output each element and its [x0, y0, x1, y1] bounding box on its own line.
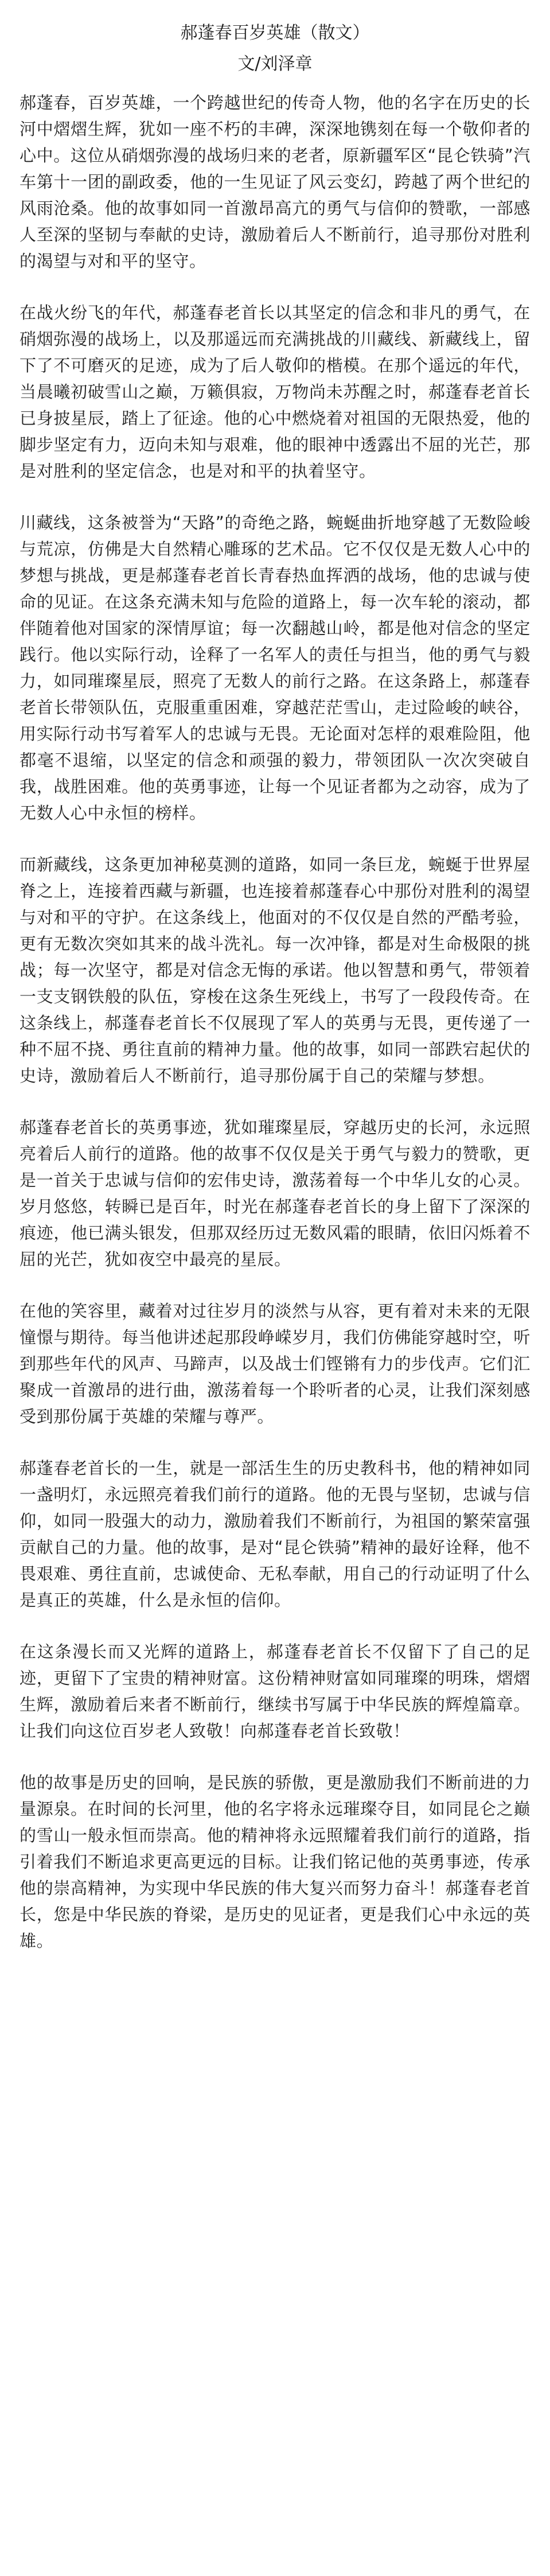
- paragraph-1: 郝蓬春，百岁英雄，一个跨越世纪的传奇人物，他的名字在历史的长河中熠熠生辉，犹如一座不朽的丰碑，深深地镌刻在每一个敬仰者的心中。这位从硝烟弥漫的战场归来的老者，原新疆军区“昆仑铁骑”汽车第十一团的副政委，他的一生见证了风云变幻，跨越了两个世纪的风雨沧桑。他的故事如同一首激昂高亢的勇气与信仰的赞歌，一部感人至深的坚韧与奉献的史诗，激励着后人不断前行，追寻那份对胜利的渴望与对和平的坚守。: [19, 93, 531, 271]
- paragraph-2: 在战火纷飞的年代，郝蓬春老首长以其坚定的信念和非凡的勇气，在硝烟弥漫的战场上，以及那遥远而充满挑战的川藏线、新藏线上，留下了不可磨灭的足迹，成为了后人敬仰的楷模。在那个遥远的年代，当晨曦初破雪山之巅，万籁俱寂，万物尚未苏醒之时，郝蓬春老首长已身披星辰，踏上了征途。他的心中燃烧着对祖国的无限热爱，他的脚步坚定有力，迈向未知与艰难，他的眼神中透露出不屈的光芒，那是对胜利的坚定信念，也是对和平的执着坚守。: [19, 303, 531, 481]
- article-body: [19, 90, 531, 1954]
- article-title: 郝蓬春百岁英雄（散文）: [180, 23, 370, 43]
- paragraph-7: 郝蓬春老首长的一生，就是一部活生生的历史教科书，他的精神如同一盏明灯，永远照亮着我们前行的道路。他的无畏与坚韧，忠诚与信仰，如同一股强大的动力，激励着我们不断前行，为祖国的繁荣富强贡献自己的力量。他的故事，是对“昆仑铁骑”精神的最好诠释，他不畏艰难、勇往直前，忠诚使命、无私奉献，用自己的行动证明了什么是真正的英雄，什么是永恒的信仰。: [19, 1458, 531, 1610]
- paragraph-8: 在这条漫长而又光辉的道路上，郝蓬春老首长不仅留下了自己的足迹，更留下了宝贵的精神财富。这份精神财富如同璀璨的明珠，熠熠生辉，激励着后来者不断前行，继续书写属于中华民族的辉煌篇章。让我们向这位百岁老人致敬！向郝蓬春老首长致敬！: [19, 1642, 531, 1741]
- paragraph-6: 在他的笑容里，藏着对过往岁月的淡然与从容，更有着对未来的无限憧憬与期待。每当他讲述起那段峥嵘岁月，我们仿佛能穿越时空，听到那些年代的风声、马蹄声，以及战士们铿锵有力的步伐声。它们汇聚成一首激昂的进行曲，激荡着每一个聆听者的心灵，让我们深刻感受到那份属于英雄的荣耀与尊严。: [19, 1301, 531, 1426]
- paragraph-9: 他的故事是历史的回响，是民族的骄傲，更是激励我们不断前进的力量源泉。在时间的长河里，他的名字将永远璀璨夺目，如同昆仑之巅的雪山一般永恒而崇高。他的精神将永远照耀着我们前行的道路，指引着我们不断追求更高更远的目标。让我们铭记他的英勇事迹，传承他的崇高精神，为实现中华民族的伟大复兴而努力奋斗！郝蓬春老首长，您是中华民族的脊梁，是历史的见证者，更是我们心中永远的英雄。: [19, 1773, 531, 1951]
- paragraph-3: 川藏线，这条被誉为“天路”的奇绝之路，蜿蜒曲折地穿越了无数险峻与荒凉，仿佛是大自然精心雕琢的艺术品。它不仅仅是无数人心中的梦想与挑战，更是郝蓬春老首长青春热血挥洒的战场，他的忠诚与使命的见证。在这条充满未知与危险的道路上，每一次车轮的滚动，都伴随着他对国家的深情厚谊；每一次翻越山岭，都是他对信念的坚定践行。他以实际行动，诠释了一名军人的责任与担当，他的勇气与毅力，如同璀璨星辰，照亮了无数人的前行之路。在这条路上，郝蓬春老首长带领队伍，克服重重困难，穿越茫茫雪山，走过险峻的峡谷，用实际行动书写着军人的忠诚与无畏。无论面对怎样的艰难险阻，他都毫不退缩，以坚定的信念和顽强的毅力，带领团队一次次突破自我，战胜困难。他的英勇事迹，让每一个见证者都为之动容，成为了无数人心中永恒的榜样。: [19, 513, 531, 823]
- paragraph-5: 郝蓬春老首长的英勇事迹，犹如璀璨星辰，穿越历史的长河，永远照亮着后人前行的道路。他的故事不仅仅是关于勇气与毅力的赞歌，更是一首关于忠诚与信仰的宏伟史诗，激荡着每一个中华儿女的心灵。岁月悠悠，转瞬已是百年，时光在郝蓬春老首长的身上留下了深深的痕迹，他已满头银发，但那双经历过无数风霜的眼睛，依旧闪烁着不屈的光芒，犹如夜空中最亮的星辰。: [19, 1118, 531, 1269]
- paragraph-4: 而新藏线，这条更加神秘莫测的道路，如同一条巨龙，蜿蜒于世界屋脊之上，连接着西藏与新疆，也连接着郝蓬春心中那份对胜利的渴望与对和平的守护。在这条线上，他面对的不仅仅是自然的严酷考验，更有无数次突如其来的战斗洗礼。每一次冲锋，都是对生命极限的挑战；每一次坚守，都是对信念无悔的承诺。他以智慧和勇气，带领着一支支钢铁般的队伍，穿梭在这条生死线上，书写了一段段传奇。在这条线上，郝蓬春老首长不仅展现了军人的英勇与无畏，更传递了一种不屈不挠、勇往直前的精神力量。他的故事，如同一部跌宕起伏的史诗，激励着后人不断前行，追寻那份属于自己的荣耀与梦想。: [19, 855, 531, 1085]
- article-author: 文/刘泽章: [237, 54, 313, 74]
